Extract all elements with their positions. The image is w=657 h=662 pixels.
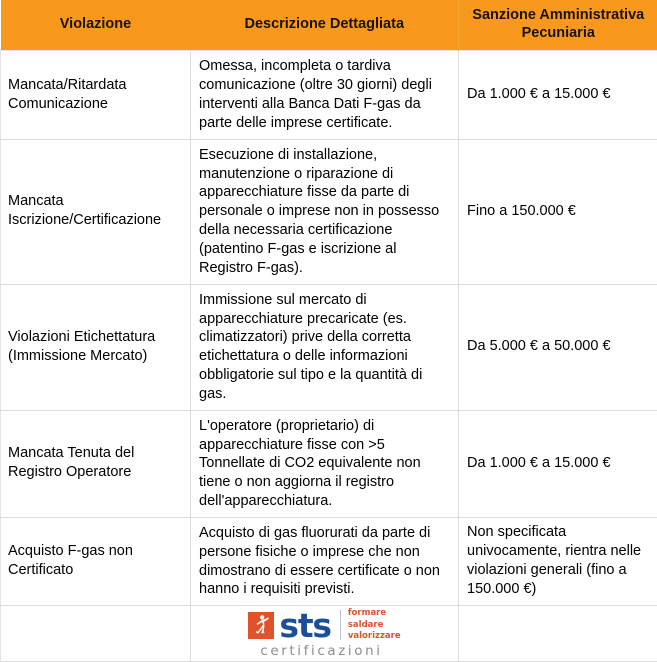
table-row-logo (1, 606, 657, 661)
header-row (1, 0, 657, 51)
cell-sanction: Fino a 150.000 € (459, 139, 657, 284)
logo-tagline (348, 608, 401, 642)
cell-sanction: Da 1.000 € a 15.000 € (459, 51, 657, 139)
cell-violation: Mancata Iscrizione/Certificazione (1, 139, 191, 284)
cell-violation: Mancata/Ritardata Comunicazione (1, 51, 191, 139)
table-row (1, 284, 657, 410)
cell-description: Omessa, incompleta o tardiva comunicazione (oltre 30 giorni) degli interventi alla Banca Dati F-gas da parte delle imprese certificate. (191, 51, 459, 139)
logo-tagline-line-3: valorizzare (348, 631, 401, 641)
cell-empty-left (1, 606, 191, 661)
sts-welder-figure-icon (248, 612, 274, 639)
column-header-sanction: Sanzione Amministrativa Pecuniaria (459, 0, 657, 51)
table-header (1, 0, 657, 51)
cell-logo (191, 606, 459, 661)
table-row (1, 410, 657, 517)
sts-logo (248, 606, 400, 660)
logo-subtitle: certificazioni (260, 643, 382, 661)
table-row (1, 51, 657, 139)
cell-empty-right (459, 606, 657, 661)
cell-description: Immissione sul mercato di apparecchiature precaricate (es. climatizzatori) prive della corretta etichettatura o delle informazioni obbligatorie sul tipo e la quantità di gas. (191, 284, 459, 410)
table-row (1, 517, 657, 605)
table-body (1, 51, 657, 661)
column-header-description: Descrizione Dettagliata (191, 0, 459, 51)
logo-tagline-line-1: formare (348, 608, 386, 618)
table-row (1, 139, 657, 284)
column-header-violation: Violazione (1, 0, 191, 51)
cell-description: Acquisto di gas fluorurati da parte di persone fisiche o imprese che non dimostrano di essere certificate o non hanno i requisiti previsti. (191, 517, 459, 605)
cell-sanction: Da 5.000 € a 50.000 € (459, 284, 657, 410)
cell-sanction: Da 1.000 € a 15.000 € (459, 410, 657, 517)
cell-description: L'operatore (proprietario) di apparecchiature fisse con >5 Tonnellate di CO2 equivalente non tiene o non aggiorna il registro dell'apparecchiatura. (191, 410, 459, 517)
cell-violation: Violazioni Etichettatura (Immissione Mercato) (1, 284, 191, 410)
logo-divider (340, 610, 341, 640)
logo-tagline-line-2: saldare (348, 620, 384, 630)
cell-violation: Mancata Tenuta del Registro Operatore (1, 410, 191, 517)
cell-sanction: Non specificata univocamente, rientra nelle violazioni generali (fino a 150.000 €) (459, 517, 657, 605)
cell-description: Esecuzione di installazione, manutenzione o riparazione di apparecchiature fisse da parte di personale o imprese non in possesso della necessaria certificazione (patentino F-gas e iscrizione al Registro F-gas). (191, 139, 459, 284)
cell-violation: Acquisto F-gas non Certificato (1, 517, 191, 605)
sts-wordmark: sts (279, 612, 330, 639)
